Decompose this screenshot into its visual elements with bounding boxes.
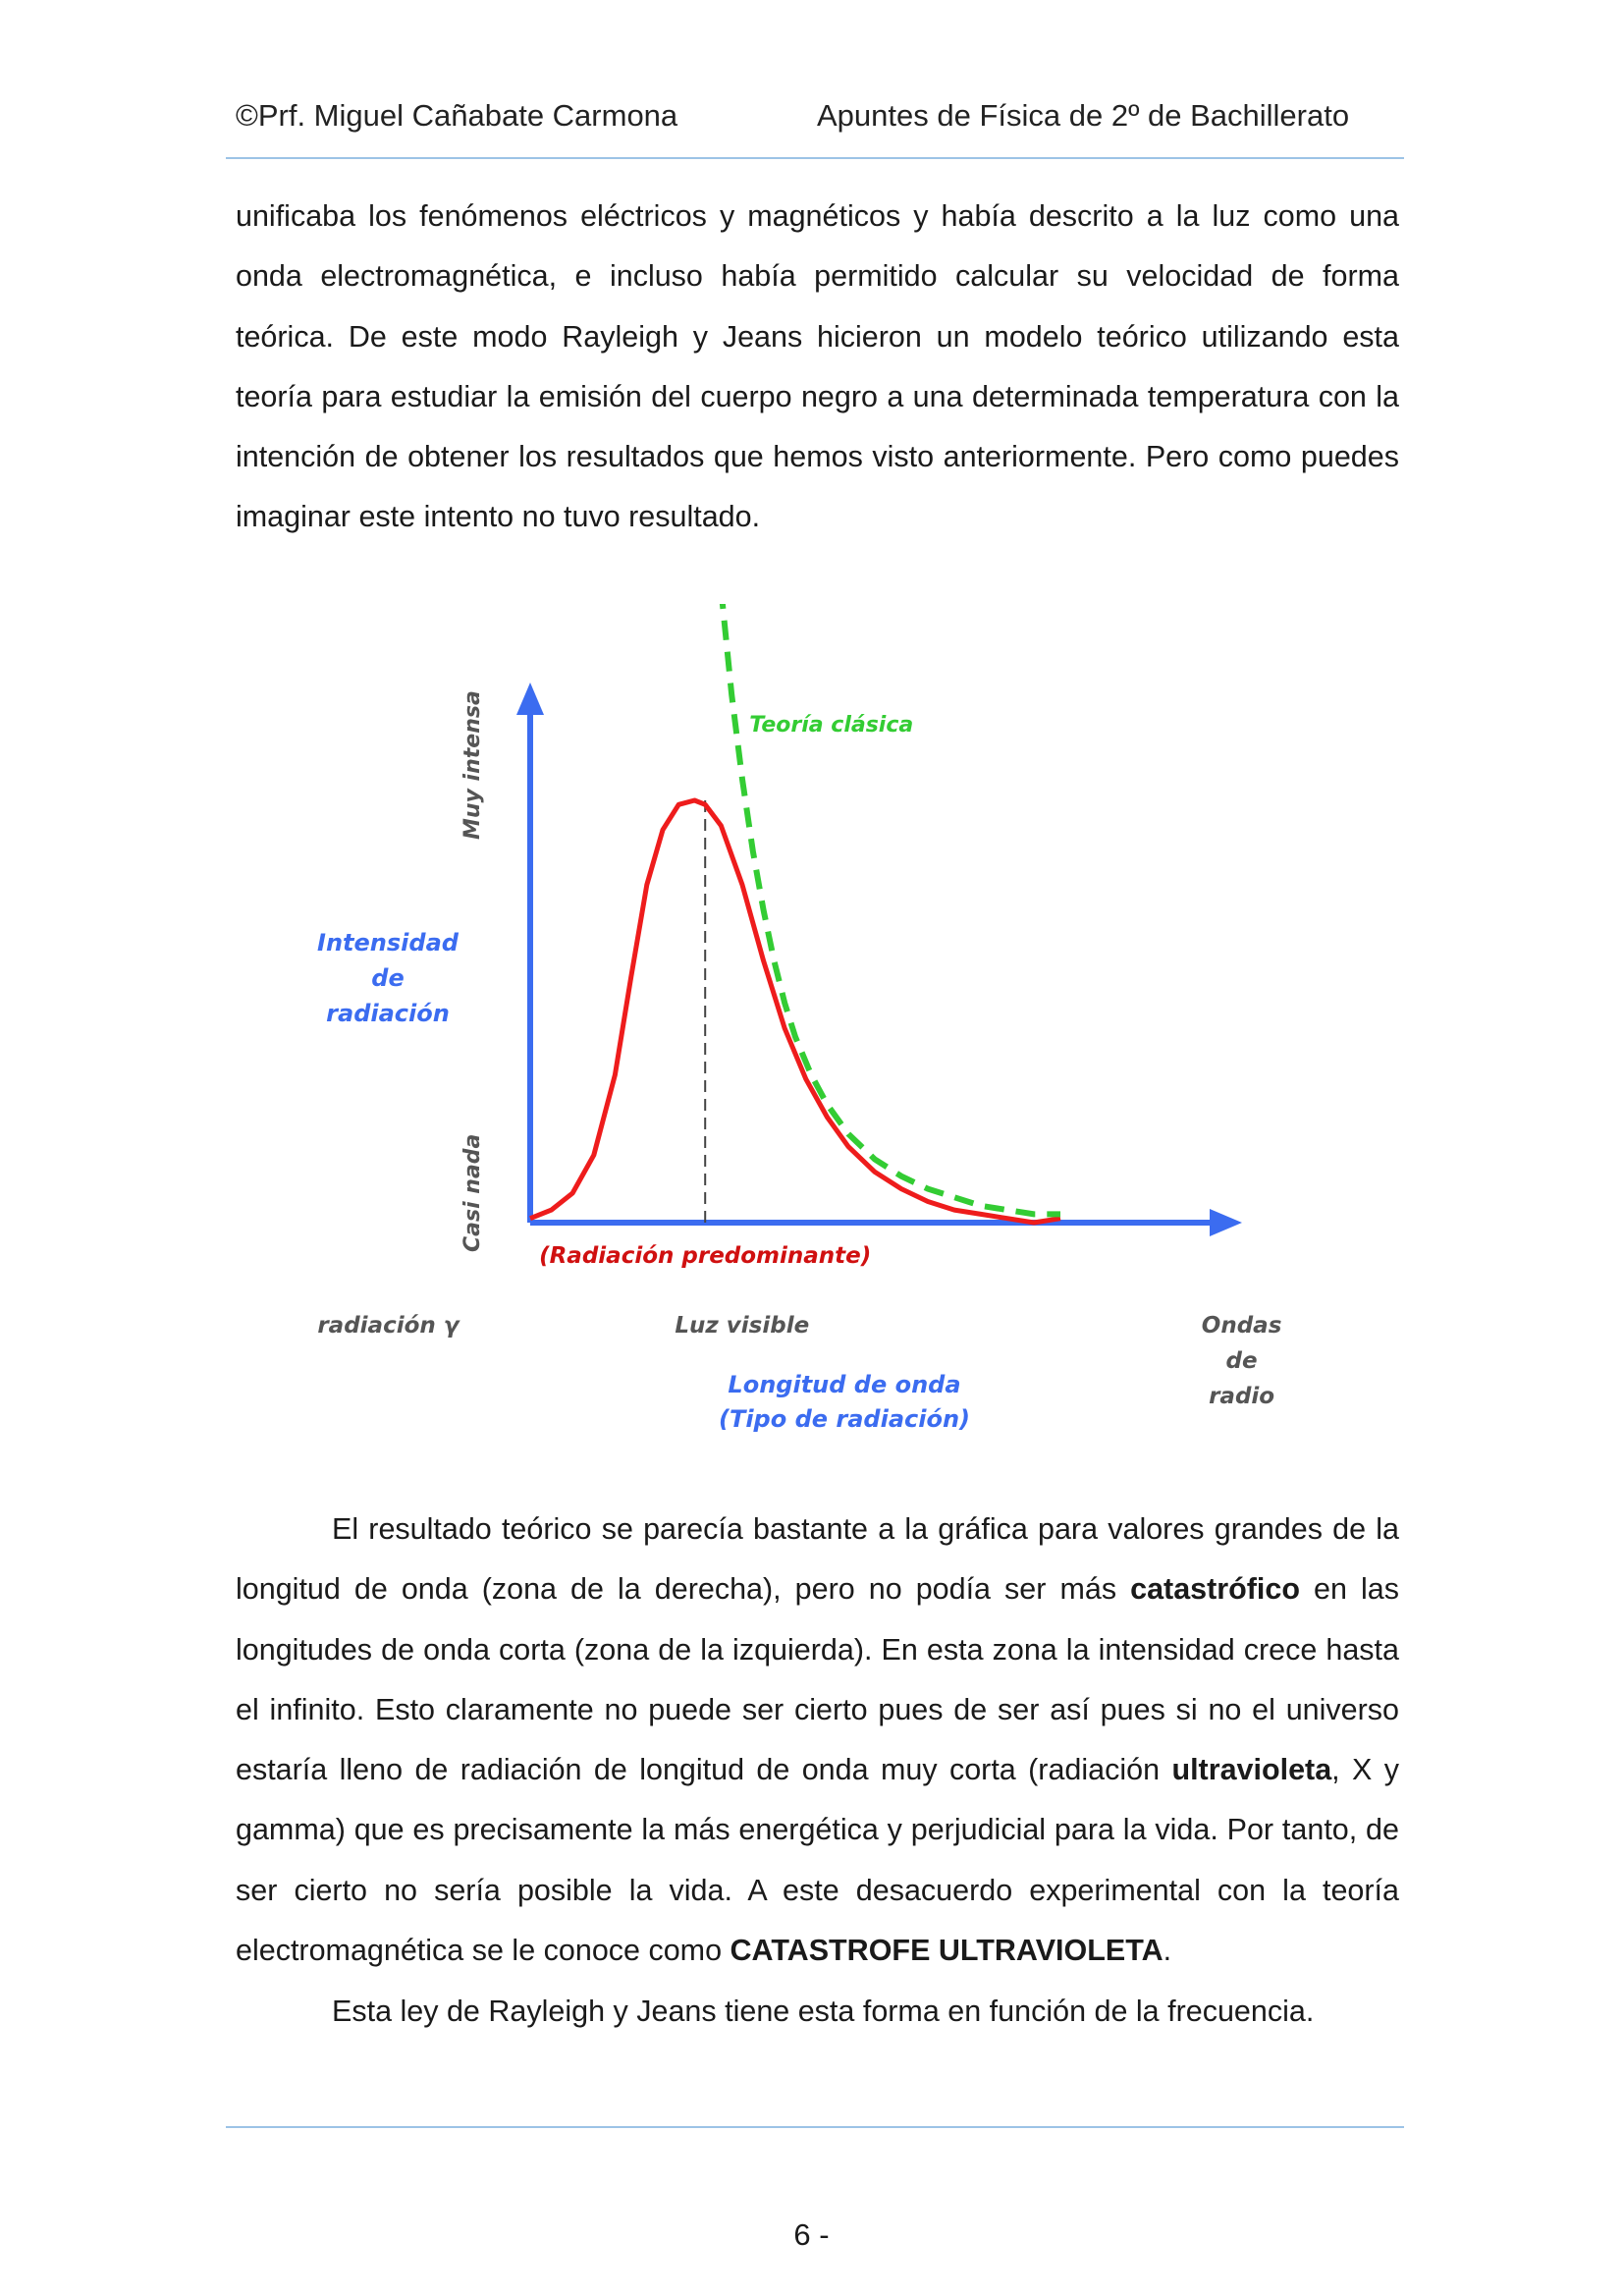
- text-run: El resultado teórico se parecía bastante a la gráfica para valores grandes de la longitud de onda (zona de la derecha), pero no podía ser más: [236, 1512, 1399, 1607]
- x-axis-title-line: (Tipo de radiación): [718, 1405, 971, 1433]
- y-axis-arrowhead: [516, 683, 544, 715]
- blackbody-chart: [295, 604, 1335, 1458]
- text-run: , X y gamma) que es precisamente la más energética y perjudicial para la vida. Por tanto, de ser cierto no sería posible la vida. A este desacuerdo experimental con la teoría electromagnética se le conoce como: [236, 1753, 1399, 1968]
- bold-ultravioleta: ultravioleta: [1171, 1753, 1332, 1787]
- x-axis-arrowhead: [1210, 1209, 1242, 1236]
- page-number: 6 -: [793, 2217, 830, 2252]
- x-axis-peak-label: (Radiación predominante): [539, 1243, 872, 1269]
- x-tick-label: radiación γ: [317, 1313, 460, 1339]
- header-author: ©Prf. Miguel Cañabate Carmona: [236, 98, 678, 133]
- x-tick-label: de: [1225, 1348, 1258, 1374]
- header-rule: [226, 157, 1404, 159]
- bold-catastrofico: catastrófico: [1130, 1572, 1300, 1607]
- paragraph-frequency: Esta ley de Rayleigh y Jeans tiene esta forma en función de la frecuencia.: [332, 1995, 1315, 2028]
- y-bottom-label: Casi nada: [460, 1133, 485, 1252]
- series-classical-label: Teoría clásica: [749, 713, 914, 738]
- header-title: Apuntes de Física de 2º de Bachillerato: [817, 98, 1350, 133]
- x-axis-title-line: Longitud de onda: [728, 1371, 961, 1398]
- bold-catastrofe-ultravioleta: CATASTROFE ULTRAVIOLETA: [730, 1934, 1163, 1968]
- paragraph-intro: unificaba los fenómenos eléctricos y magnéticos y había descrito a la luz como una onda electromagnética, e incluso había permitido calcular su velocidad de forma teórica. De este modo Rayleigh y Jeans hicieron un modelo teórico utilizando esta teoría para estudiar la emisión del cuerpo negro a una determinada temperatura con la intención de obtener los resultados que hemos visto anteriormente. Pero como puedes imaginar este intento no tuvo resultado.: [236, 199, 1399, 534]
- text-run: .: [1163, 1934, 1172, 1968]
- y-axis-title-line: radiación: [326, 1000, 450, 1027]
- x-tick-label: radio: [1209, 1384, 1275, 1409]
- paragraph-catastrophe: [236, 1500, 1399, 1981]
- series-experimental-line: [530, 800, 1060, 1223]
- series-classical-line: [721, 604, 1060, 1214]
- y-top-label: Muy intensa: [460, 690, 485, 840]
- text-run: en las longitudes de onda corta (zona de la izquierda). En esta zona la intensidad crece hasta el infinito. Esto claramente no puede ser cierto pues de ser así pues si no el universo estaría lleno de radiación de longitud de onda muy corta (radiación: [236, 1572, 1399, 1787]
- x-tick-label: Luz visible: [675, 1313, 810, 1339]
- y-axis-title-line: de: [371, 964, 405, 992]
- x-tick-label: Ondas: [1201, 1313, 1282, 1339]
- y-axis-title-line: Intensidad: [317, 929, 459, 957]
- footer-rule: [226, 2126, 1404, 2128]
